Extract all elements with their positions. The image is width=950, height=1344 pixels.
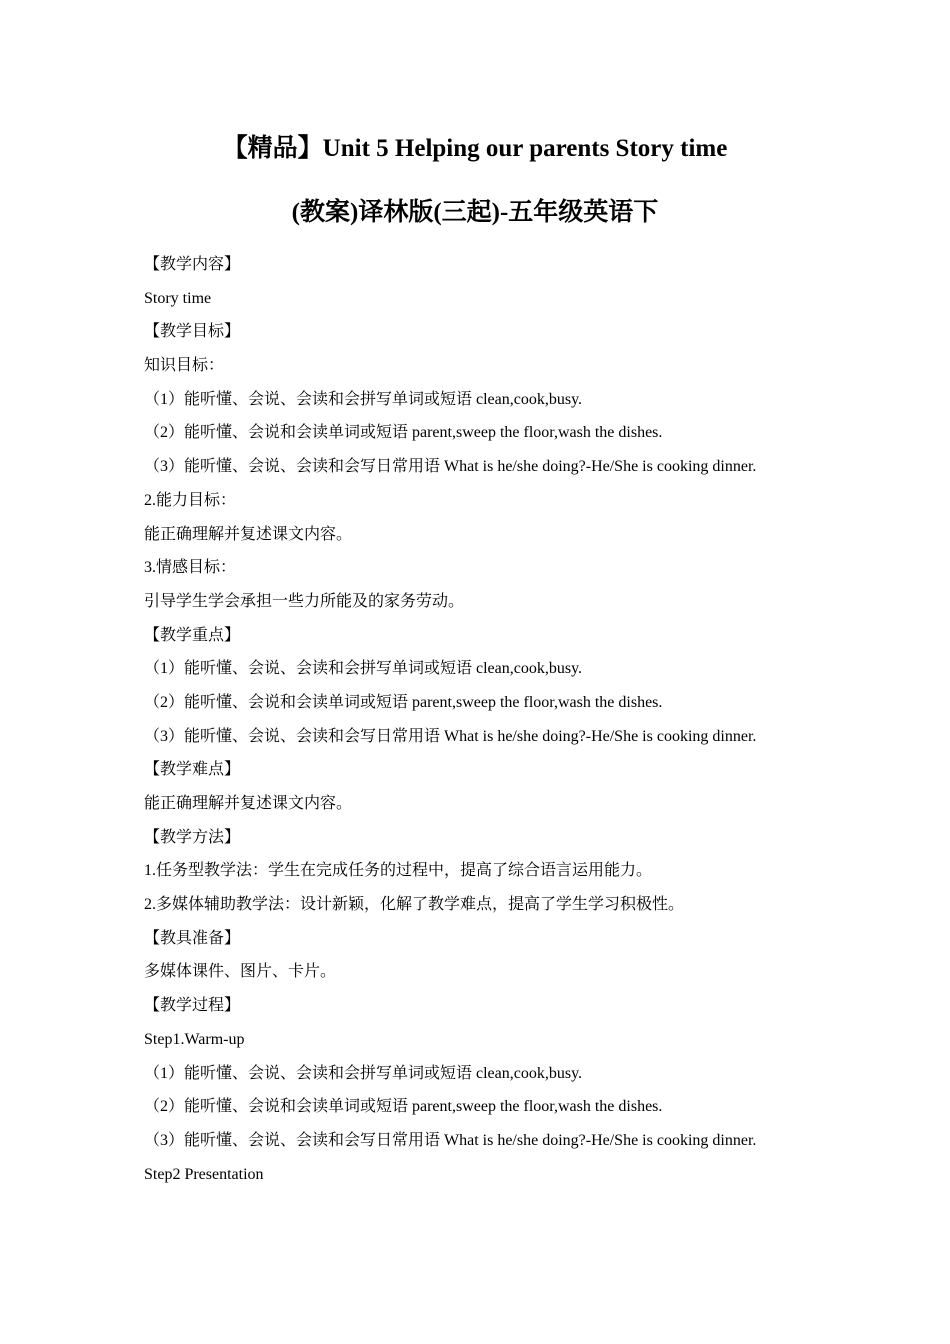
section-heading-content: 【教学内容】 bbox=[144, 256, 241, 273]
paragraph: 3.情感目标： bbox=[144, 559, 237, 577]
section-heading-difficulties: 【教学难点】 bbox=[144, 761, 241, 779]
step-heading: Step2 Presentation bbox=[144, 1165, 264, 1183]
paragraph: Story time bbox=[144, 289, 212, 307]
document-title-line-2: (教案)译林版(三起)-五年级英语下 bbox=[291, 199, 659, 226]
list-item: （1）能听懂、会说、会读和会拼写单词或短语 clean,cook,busy. bbox=[144, 1064, 583, 1082]
list-item: （2）能听懂、会说和会读单词或短语 parent,sweep the floor,wash the dishes. bbox=[144, 1098, 663, 1116]
list-item: 1.任务型教学法：学生在完成任务的过程中，提高了综合语言运用能力。 bbox=[144, 862, 653, 880]
list-item: （2）能听懂、会说和会读单词或短语 parent,sweep the floor,wash the dishes. bbox=[144, 693, 663, 711]
paragraph: 能正确理解并复述课文内容。 bbox=[144, 525, 353, 543]
document-body bbox=[144, 251, 844, 1194]
paragraph: 2.能力目标： bbox=[144, 491, 237, 509]
section-heading-key-points: 【教学重点】 bbox=[144, 626, 241, 644]
list-item: （1）能听懂、会说、会读和会拼写单词或短语 clean,cook,busy. bbox=[144, 660, 583, 678]
paragraph: 引导学生学会承担一些力所能及的家务劳动。 bbox=[144, 592, 465, 610]
list-item: 2.多媒体辅助教学法：设计新颖，化解了教学难点，提高了学生学习积极性。 bbox=[144, 896, 685, 914]
list-item: （3）能听懂、会说、会读和会写日常用语 What is he/she doing?-He/She is cooking dinner. bbox=[144, 458, 757, 476]
paragraph: 知识目标： bbox=[144, 357, 225, 375]
paragraph: 多媒体课件、图片、卡片。 bbox=[144, 963, 337, 981]
section-heading-methods: 【教学方法】 bbox=[144, 828, 241, 846]
section-heading-process: 【教学过程】 bbox=[144, 997, 241, 1015]
section-heading-objectives: 【教学目标】 bbox=[144, 323, 241, 341]
list-item: （1）能听懂、会说、会读和会拼写单词或短语 clean,cook,busy. bbox=[144, 390, 583, 408]
document-title-line-1: 【精品】Unit 5 Helping our parents Story time bbox=[222, 135, 728, 162]
section-heading-materials: 【教具准备】 bbox=[144, 929, 241, 947]
paragraph: 能正确理解并复述课文内容。 bbox=[144, 795, 353, 812]
list-item: （3）能听懂、会说、会读和会写日常用语 What is he/she doing?-He/She is cooking dinner. bbox=[144, 1131, 757, 1149]
list-item: （2）能听懂、会说和会读单词或短语 parent,sweep the floor,wash the dishes. bbox=[144, 424, 663, 442]
list-item: （3）能听懂、会说、会读和会写日常用语 What is he/she doing?-He/She is cooking dinner. bbox=[144, 727, 757, 745]
step-heading: Step1.Warm-up bbox=[144, 1030, 245, 1048]
